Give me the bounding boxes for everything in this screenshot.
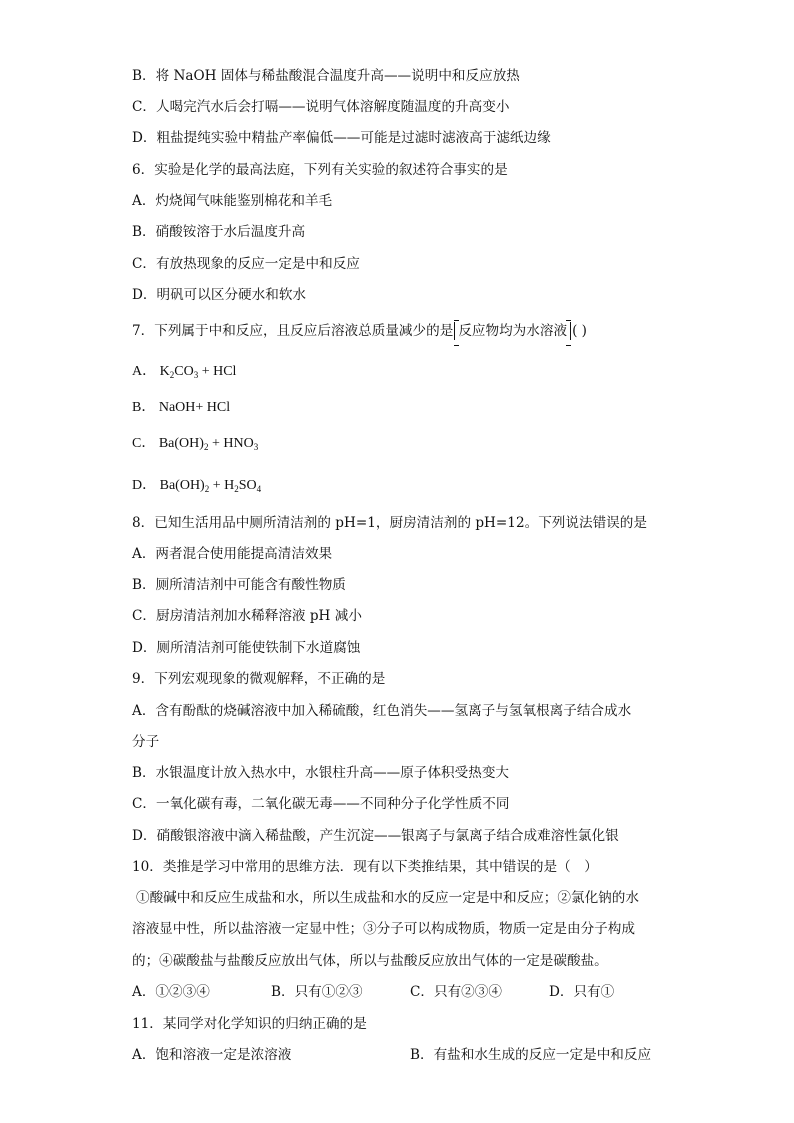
q6-option-c: C．有放热现象的反应一定是中和反应 [132,256,360,272]
q10-stem: 10．类推是学习中常用的思维方法．现有以下类推结果，其中错误的是（ ） [132,859,598,875]
q7-answer-blank: ( ) [572,323,587,339]
q9-stem: 9．下列宏观现象的微观解释，不正确的是 [132,671,386,687]
q10-body-line-1: ①酸碱中和反应生成盐和水，所以生成盐和水的反应一定是中和反应；②氯化钠的水 [136,890,639,906]
q11-option-a: A．饱和溶液一定是浓溶液 [132,1047,292,1063]
q8-option-d: D．厕所清洁剂可能使铁制下水道腐蚀 [132,640,361,656]
q9-option-d: D．硝酸银溶液中滴入稀盐酸，产生沉淀——银离子与氯离子结合成难溶性氯化银 [132,828,619,844]
q9-option-a-cont: 分子 [132,734,160,750]
q9-option-c: C．一氧化碳有毒，二氧化碳无毒——不同种分子化学性质不同 [132,796,510,812]
q10-option-b: B．只有①②③ [271,984,363,1000]
q6-stem: 6．实验是化学的最高法庭，下列有关实验的叙述符合事实的是 [132,162,508,178]
q5-option-c: C．人喝完汽水后会打嗝——说明气体溶解度随温度的升高变小 [132,99,510,115]
q7-option-b: B． NaOH+ HCl [132,400,231,415]
q8-stem: 8．已知生活用品中厕所清洁剂的 pH=1，厨房清洁剂的 pH=12。下列说法错误的是 [132,515,647,531]
q11-option-b: B．有盐和水生成的反应一定是中和反应 [410,1047,652,1063]
q7-stem [132,322,587,340]
q7-stem-text: 7．下列属于中和反应，且反应后溶液总质量减少的是 [132,323,454,339]
q8-option-b: B．厕所清洁剂中可能含有酸性物质 [132,577,346,593]
q8-option-c: C．厨房清洁剂加水稀释溶液 pH 减小 [132,608,362,624]
q10-option-c: C．只有②③④ [410,984,502,1000]
q7-option-a: A． $K_2CO_3$ + HCl [132,364,237,380]
q7-option-d: D． $Ba(OH)_2 + H_2SO_4$ [132,478,262,494]
q7-option-c: C． $Ba(OH)_2 + HNO_3$ [132,436,259,452]
q7-bracket-note: 反应物均为水溶液 [454,322,571,340]
q9-option-b: B．水银温度计放入热水中，水银柱升高——原子体积受热变大 [132,765,510,781]
q10-option-a: A．①②③④ [132,984,210,1000]
q8-option-a: A．两者混合使用能提高清洁效果 [132,546,333,562]
q5-option-d: D．粗盐提纯实验中精盐产率偏低——可能是过滤时滤液高于滤纸边缘 [132,130,551,146]
q5-option-b: B．将 NaOH 固体与稀盐酸混合温度升高——说明中和反应放热 [132,68,520,84]
q10-body-line-2: 溶液显中性，所以盐溶液一定显中性；③分子可以构成物质，物质一定是由分子构成 [132,921,635,937]
q11-stem: 11．某同学对化学知识的归纳正确的是 [132,1016,367,1032]
q9-option-a: A．含有酚酞的烧碱溶液中加入稀硫酸，红色消失——氢离子与氢氧根离子结合成水 [132,703,632,719]
q10-body-line-3: 的；④碳酸盐与盐酸反应放出气体，所以与盐酸反应放出气体的一定是碳酸盐。 [132,953,608,969]
q10-option-d: D．只有① [549,984,615,1000]
q6-option-a: A．灼烧闻气味能鉴别棉花和羊毛 [132,193,333,209]
q6-option-b: B．硝酸铵溶于水后温度升高 [132,224,306,240]
q6-option-d: D．明矾可以区分硬水和软水 [132,287,307,303]
